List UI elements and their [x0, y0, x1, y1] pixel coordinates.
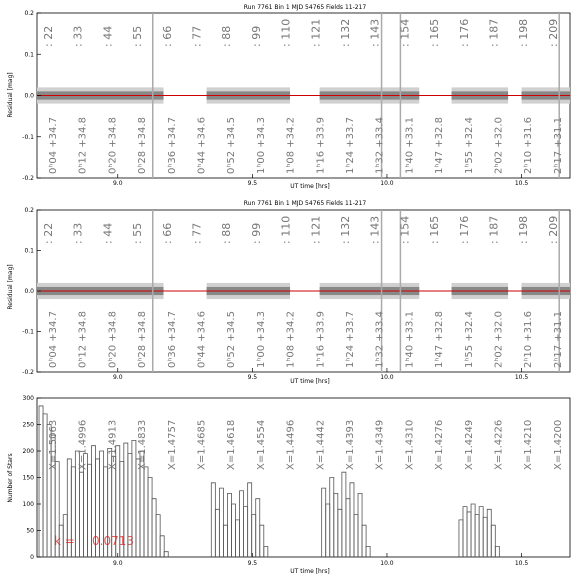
hist-bar-63: [479, 507, 483, 557]
p1-ra-dec-6: 0ʰ52 +34.5: [226, 117, 238, 174]
p2-field-number-4: : 66: [160, 222, 174, 244]
p2-ra-dec-0: 0ʰ04 +34.7: [48, 311, 59, 368]
hist-bar-43: [256, 499, 260, 557]
p1-field-number-11: : 143: [368, 18, 382, 47]
p1-ytick-label-0: -0.2: [22, 175, 34, 182]
hist-bar-61: [471, 504, 475, 557]
airmass-label-2: X=1.4913: [107, 419, 119, 470]
p2-ra-dec-14: 1ʰ55 +32.4: [463, 311, 475, 368]
histogram-panel: [7, 395, 570, 575]
p1-ra-dec-7: 1ʰ00 +34.3: [255, 117, 267, 174]
hist-bar-59: [463, 507, 467, 557]
p2-field-number-3: : 55: [131, 222, 145, 244]
p1-ra-dec-17: 2ʰ17 +31.1: [552, 117, 564, 174]
p2-field-number-9: : 121: [309, 215, 323, 244]
hist-bar-44: [260, 525, 264, 557]
p1-field-number-10: : 132: [339, 18, 352, 47]
p2-field-number-5: : 77: [190, 222, 204, 244]
hist-bar-24: [136, 459, 140, 557]
residual-panel-1: [7, 4, 570, 190]
panel-2-title: Run 7761 Bin 1 MJD 54765 Fields 11-217: [243, 200, 367, 207]
p2-field-number-10: : 132: [339, 215, 352, 244]
airmass-label-11: X=1.4349: [374, 419, 386, 470]
p2-field-number-8: : 110: [279, 215, 293, 244]
hist-bar-10: [79, 472, 83, 557]
hist-xtick-label-2: 10.0: [380, 560, 394, 567]
panel-2-ylabel: Residual [mag]: [7, 264, 14, 310]
p1-field-number-15: : 187: [487, 18, 501, 47]
p1-ytick-label-4: 0.2: [24, 10, 34, 17]
p2-field-number-2: : 44: [101, 222, 115, 244]
hist-bar-57: [366, 546, 370, 557]
panel-1-title: Run 7761 Bin 1 MJD 54765 Fields 11-217: [243, 4, 367, 11]
p1-field-number-8: : 110: [279, 18, 293, 47]
hist-bar-41: [248, 483, 252, 557]
panel-2-xlabel: UT time [hrs]: [290, 378, 330, 385]
hist-bar-50: [338, 509, 342, 557]
p1-ra-dec-2: 0ʰ20 +34.8: [107, 117, 119, 174]
hist-bar-35: [223, 525, 227, 557]
panel-1-xlabel: UT time [hrs]: [290, 183, 330, 190]
p1-ra-dec-8: 1ʰ08 +34.2: [285, 117, 297, 174]
hist-bar-39: [240, 491, 244, 557]
hist-bar-62: [475, 515, 479, 557]
hist-bar-30: [160, 536, 164, 557]
p1-ra-dec-14: 1ʰ55 +32.4: [463, 117, 475, 174]
hist-bar-1: [43, 414, 47, 557]
p1-ytick-label-3: 0.1: [24, 51, 34, 59]
p2-ra-dec-15: 2ʰ02 +32.0: [493, 311, 505, 368]
hist-bar-60: [467, 512, 471, 557]
airmass-label-5: X=1.4685: [196, 419, 208, 470]
hist-bar-45: [264, 546, 268, 557]
hist-bar-32: [211, 483, 215, 557]
p2-field-number-7: : 99: [249, 222, 263, 244]
hist-bar-29: [156, 515, 160, 557]
p2-field-number-6: : 88: [220, 222, 234, 244]
p1-ra-dec-1: 0ʰ12 +34.8: [77, 117, 89, 174]
hist-bar-58: [459, 520, 463, 557]
p1-field-number-3: : 55: [131, 25, 145, 47]
p1-field-number-1: : 33: [71, 25, 85, 47]
airmass-label-10: X=1.4393: [345, 419, 356, 470]
hist-bar-26: [144, 467, 148, 557]
airmass-label-1: X=1.4996: [77, 419, 89, 470]
p1-xtick-label-0: 9.0: [112, 180, 123, 187]
p1-field-number-16: : 198: [517, 18, 531, 47]
hist-bar-51: [342, 472, 346, 557]
airmass-label-15: X=1.4226: [493, 419, 505, 470]
hist-bar-38: [236, 520, 240, 557]
p1-field-number-7: : 99: [249, 25, 263, 47]
p2-xtick-label-1: 9.5: [247, 374, 258, 381]
residual-panel-2: [7, 200, 570, 385]
p1-ra-dec-10: 1ʰ24 +33.7: [345, 117, 356, 174]
p1-field-number-5: : 77: [190, 25, 204, 47]
airmass-label-14: X=1.4249: [463, 419, 475, 470]
hist-xlabel: UT time [hrs]: [290, 568, 330, 575]
p1-ra-dec-9: 1ʰ16 +33.9: [315, 117, 327, 174]
p2-ra-dec-1: 0ʰ12 +34.8: [77, 311, 89, 368]
p2-field-number-13: : 165: [428, 215, 442, 244]
p2-ra-dec-3: 0ʰ28 +34.8: [137, 311, 149, 368]
p2-field-number-12: : 154: [398, 215, 412, 244]
airmass-label-7: X=1.4554: [255, 419, 267, 470]
hist-bar-64: [483, 517, 487, 557]
p2-field-number-15: : 187: [487, 215, 501, 244]
hist-bar-37: [231, 504, 235, 557]
p2-ra-dec-17: 2ʰ17 +31.1: [552, 311, 564, 368]
hist-bar-65: [487, 509, 491, 557]
p2-field-number-11: : 143: [368, 215, 382, 244]
p2-ra-dec-9: 1ʰ16 +33.9: [315, 311, 327, 368]
k-value: 0.0713: [92, 534, 134, 548]
p2-ra-dec-7: 1ʰ00 +34.3: [255, 311, 267, 368]
airmass-label-4: X=1.4757: [166, 419, 178, 470]
p1-field-number-6: : 88: [220, 25, 234, 47]
airmass-label-12: X=1.4310: [404, 419, 416, 470]
p2-field-number-0: : 22: [42, 222, 55, 244]
hist-bar-31: [164, 552, 168, 557]
hist-bar-36: [227, 493, 231, 557]
hist-bar-34: [219, 488, 223, 557]
p2-field-number-17: : 209: [546, 215, 560, 244]
p2-ra-dec-13: 1ʰ47 +32.8: [434, 311, 446, 368]
hist-bar-54: [354, 515, 358, 557]
hist-xtick-label-3: 10.5: [514, 560, 529, 567]
hist-ylabel: Number of Stars: [7, 453, 14, 503]
p2-ytick-label-1: -0.1: [22, 328, 34, 336]
hist-bar-49: [334, 493, 338, 557]
hist-bar-66: [491, 525, 495, 557]
airmass-label-16: X=1.4210: [523, 419, 535, 470]
p1-field-number-4: : 66: [160, 25, 174, 47]
p1-xtick-label-2: 10.0: [380, 180, 394, 187]
hist-bar-56: [362, 525, 366, 557]
hist-bar-27: [148, 478, 152, 558]
p2-ytick-label-3: 0.1: [24, 247, 34, 255]
p1-xtick-label-1: 9.5: [247, 180, 258, 187]
p1-ra-dec-15: 2ʰ02 +32.0: [493, 117, 505, 174]
p2-xtick-label-3: 10.5: [514, 374, 529, 381]
airmass-label-6: X=1.4618: [226, 419, 238, 470]
hist-bar-53: [350, 483, 354, 557]
airmass-label-0: X=1.5063: [48, 419, 59, 470]
p1-ra-dec-3: 0ʰ28 +34.8: [137, 117, 149, 174]
hist-bar-47: [326, 504, 330, 557]
p2-field-number-1: : 33: [71, 222, 85, 244]
airmass-label-9: X=1.4442: [315, 419, 327, 470]
p2-ra-dec-11: 1ʰ32 +33.4: [374, 311, 386, 368]
k-label: k =: [54, 534, 75, 548]
airmass-label-17: X=1.4200: [552, 419, 564, 470]
p2-xtick-label-0: 9.0: [112, 374, 123, 381]
p2-ra-dec-8: 1ʰ08 +34.2: [285, 311, 297, 368]
p1-ra-dec-12: 1ʰ40 +33.1: [404, 117, 416, 174]
p2-ra-dec-12: 1ʰ40 +33.1: [404, 311, 416, 368]
p1-field-number-12: : 154: [398, 18, 412, 47]
p2-ytick-label-4: 0.2: [24, 207, 34, 214]
hist-ytick-label-5: 250: [22, 421, 34, 429]
p2-xtick-label-2: 10.0: [380, 374, 394, 381]
p2-ra-dec-4: 0ʰ36 +34.7: [166, 311, 178, 368]
hist-ytick-label-3: 150: [22, 474, 34, 482]
p1-ytick-label-1: -0.1: [22, 133, 34, 141]
hist-ytick-label-6: 300: [22, 395, 34, 402]
panel-1-ylabel: Residual [mag]: [7, 72, 14, 118]
p1-ytick-label-2: 0.0: [24, 92, 34, 100]
p1-field-number-14: : 176: [457, 18, 471, 47]
p2-ra-dec-16: 2ʰ10 +31.6: [523, 311, 535, 368]
p1-ra-dec-11: 1ʰ32 +33.4: [374, 117, 386, 174]
p1-ra-dec-16: 2ʰ10 +31.6: [523, 117, 535, 174]
p1-ra-dec-0: 0ʰ04 +34.7: [48, 117, 59, 174]
p2-ra-dec-10: 1ʰ24 +33.7: [345, 311, 356, 368]
p2-ra-dec-2: 0ʰ20 +34.8: [107, 311, 119, 368]
hist-ytick-label-0: 0: [30, 554, 34, 561]
hist-bar-48: [330, 478, 334, 558]
p1-field-number-13: : 165: [428, 18, 442, 47]
hist-bar-33: [215, 509, 219, 557]
p2-ra-dec-6: 0ʰ52 +34.5: [226, 311, 238, 368]
p1-field-number-17: : 209: [546, 18, 560, 47]
airmass-label-8: X=1.4496: [285, 419, 297, 470]
p1-field-number-2: : 44: [101, 25, 115, 47]
hist-bar-46: [322, 488, 326, 557]
airmass-label-3: X=1.4833: [137, 419, 149, 470]
p1-field-number-9: : 121: [309, 18, 323, 47]
hist-ytick-label-4: 200: [22, 448, 34, 455]
hist-bar-0: [39, 406, 43, 557]
p2-field-number-16: : 198: [517, 215, 531, 244]
p1-ra-dec-5: 0ʰ44 +34.6: [196, 117, 208, 174]
hist-bar-55: [358, 493, 362, 557]
hist-bar-52: [346, 499, 350, 557]
hist-ytick-label-1: 50: [26, 527, 34, 535]
p2-ra-dec-5: 0ʰ44 +34.6: [196, 311, 208, 368]
p1-xtick-label-3: 10.5: [514, 180, 529, 187]
p2-field-number-14: : 176: [457, 215, 471, 244]
p1-field-number-0: : 22: [42, 25, 55, 47]
hist-bar-42: [252, 515, 256, 557]
hist-bar-40: [244, 507, 248, 557]
hist-bar-28: [152, 499, 156, 557]
airmass-label-13: X=1.4276: [434, 419, 446, 470]
p2-ytick-label-0: -0.2: [22, 369, 34, 376]
hist-bar-12: [87, 464, 91, 557]
hist-ytick-label-2: 100: [22, 501, 34, 508]
hist-bar-67: [495, 546, 499, 557]
p1-ra-dec-4: 0ʰ36 +34.7: [166, 117, 178, 174]
hist-xtick-label-1: 9.5: [247, 560, 258, 567]
p2-ytick-label-2: 0.0: [24, 288, 34, 295]
hist-xtick-label-0: 9.0: [112, 560, 123, 567]
p1-ra-dec-13: 1ʰ47 +32.8: [434, 117, 446, 174]
